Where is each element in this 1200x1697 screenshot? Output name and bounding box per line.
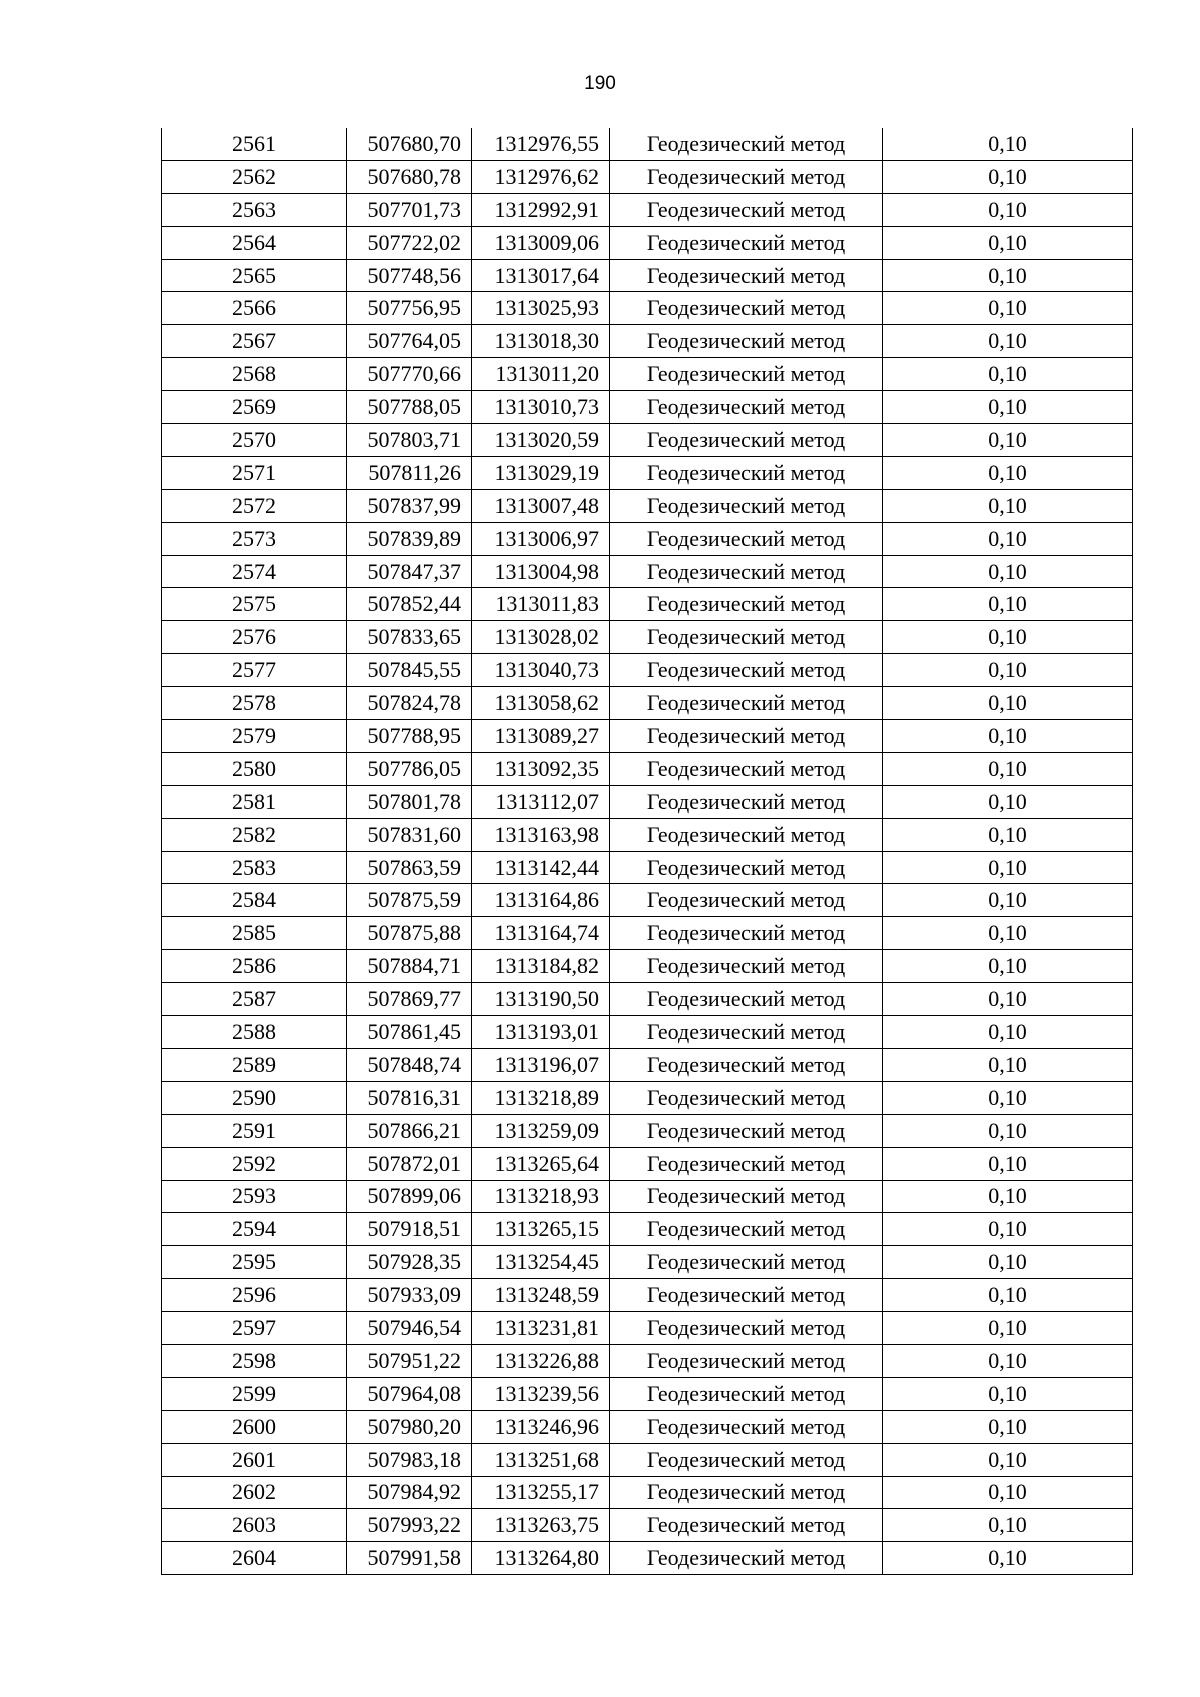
accuracy-cell: 0,10 (883, 292, 1133, 325)
method-cell: Геодезический метод (610, 489, 883, 522)
accuracy-cell: 0,10 (883, 1048, 1133, 1081)
x-coordinate-cell: 507875,59 (347, 884, 472, 917)
table-row (162, 522, 1133, 555)
method-cell: Геодезический метод (610, 1213, 883, 1246)
x-coordinate-cell: 507993,22 (347, 1509, 472, 1542)
y-coordinate-cell: 1313265,64 (472, 1147, 610, 1180)
table-row (162, 1213, 1133, 1246)
x-coordinate-cell: 507848,74 (347, 1048, 472, 1081)
x-coordinate-cell: 507928,35 (347, 1246, 472, 1279)
method-cell: Геодезический метод (610, 391, 883, 424)
table-row (162, 1542, 1133, 1575)
point-number-cell: 2595 (162, 1246, 347, 1279)
point-number-cell: 2591 (162, 1114, 347, 1147)
method-cell: Геодезический метод (610, 1312, 883, 1345)
accuracy-cell: 0,10 (883, 358, 1133, 391)
point-number-cell: 2587 (162, 983, 347, 1016)
x-coordinate-cell: 507984,92 (347, 1476, 472, 1509)
x-coordinate-cell: 507801,78 (347, 785, 472, 818)
x-coordinate-cell: 507875,88 (347, 917, 472, 950)
accuracy-cell: 0,10 (883, 752, 1133, 785)
method-cell: Геодезический метод (610, 621, 883, 654)
accuracy-cell: 0,10 (883, 588, 1133, 621)
accuracy-cell: 0,10 (883, 193, 1133, 226)
y-coordinate-cell: 1312976,62 (472, 160, 610, 193)
method-cell: Геодезический метод (610, 193, 883, 226)
point-number-cell: 2594 (162, 1213, 347, 1246)
table-row (162, 555, 1133, 588)
method-cell: Геодезический метод (610, 424, 883, 457)
accuracy-cell: 0,10 (883, 424, 1133, 457)
table-row (162, 851, 1133, 884)
method-cell: Геодезический метод (610, 1476, 883, 1509)
y-coordinate-cell: 1313007,48 (472, 489, 610, 522)
method-cell: Геодезический метод (610, 1048, 883, 1081)
table-row (162, 950, 1133, 983)
accuracy-cell: 0,10 (883, 128, 1133, 160)
y-coordinate-cell: 1313011,20 (472, 358, 610, 391)
accuracy-cell: 0,10 (883, 1213, 1133, 1246)
method-cell: Геодезический метод (610, 1114, 883, 1147)
point-number-cell: 2567 (162, 325, 347, 358)
method-cell: Геодезический метод (610, 687, 883, 720)
table-row (162, 1147, 1133, 1180)
method-cell: Геодезический метод (610, 720, 883, 753)
y-coordinate-cell: 1313164,74 (472, 917, 610, 950)
y-coordinate-cell: 1313040,73 (472, 654, 610, 687)
method-cell: Геодезический метод (610, 1016, 883, 1049)
method-cell: Геодезический метод (610, 1246, 883, 1279)
x-coordinate-cell: 507770,66 (347, 358, 472, 391)
table-row (162, 128, 1133, 160)
accuracy-cell: 0,10 (883, 1114, 1133, 1147)
accuracy-cell: 0,10 (883, 1147, 1133, 1180)
table-row (162, 358, 1133, 391)
table-row (162, 292, 1133, 325)
y-coordinate-cell: 1313196,07 (472, 1048, 610, 1081)
accuracy-cell: 0,10 (883, 522, 1133, 555)
x-coordinate-cell: 507803,71 (347, 424, 472, 457)
point-number-cell: 2584 (162, 884, 347, 917)
method-cell: Геодезический метод (610, 884, 883, 917)
method-cell: Геодезический метод (610, 128, 883, 160)
point-number-cell: 2582 (162, 818, 347, 851)
x-coordinate-cell: 507748,56 (347, 259, 472, 292)
table-row (162, 1180, 1133, 1213)
table-row (162, 1016, 1133, 1049)
accuracy-cell: 0,10 (883, 654, 1133, 687)
y-coordinate-cell: 1313259,09 (472, 1114, 610, 1147)
y-coordinate-cell: 1313058,62 (472, 687, 610, 720)
table-row (162, 1114, 1133, 1147)
x-coordinate-cell: 507756,95 (347, 292, 472, 325)
x-coordinate-cell: 507946,54 (347, 1312, 472, 1345)
table-row (162, 654, 1133, 687)
method-cell: Геодезический метод (610, 1279, 883, 1312)
point-number-cell: 2592 (162, 1147, 347, 1180)
point-number-cell: 2569 (162, 391, 347, 424)
table-row (162, 818, 1133, 851)
y-coordinate-cell: 1313092,35 (472, 752, 610, 785)
method-cell: Геодезический метод (610, 226, 883, 259)
accuracy-cell: 0,10 (883, 785, 1133, 818)
y-coordinate-cell: 1313025,93 (472, 292, 610, 325)
x-coordinate-cell: 507951,22 (347, 1344, 472, 1377)
x-coordinate-cell: 507680,78 (347, 160, 472, 193)
accuracy-cell: 0,10 (883, 325, 1133, 358)
point-number-cell: 2604 (162, 1542, 347, 1575)
y-coordinate-cell: 1313184,82 (472, 950, 610, 983)
y-coordinate-cell: 1313006,97 (472, 522, 610, 555)
accuracy-cell: 0,10 (883, 555, 1133, 588)
x-coordinate-cell: 507816,31 (347, 1081, 472, 1114)
point-number-cell: 2579 (162, 720, 347, 753)
x-coordinate-cell: 507833,65 (347, 621, 472, 654)
point-number-cell: 2571 (162, 456, 347, 489)
accuracy-cell: 0,10 (883, 226, 1133, 259)
table-row (162, 193, 1133, 226)
y-coordinate-cell: 1313248,59 (472, 1279, 610, 1312)
y-coordinate-cell: 1313004,98 (472, 555, 610, 588)
x-coordinate-cell: 507786,05 (347, 752, 472, 785)
table-row (162, 1246, 1133, 1279)
method-cell: Геодезический метод (610, 1509, 883, 1542)
x-coordinate-cell: 507722,02 (347, 226, 472, 259)
table-row (162, 424, 1133, 457)
method-cell: Геодезический метод (610, 588, 883, 621)
y-coordinate-cell: 1313163,98 (472, 818, 610, 851)
y-coordinate-cell: 1313251,68 (472, 1443, 610, 1476)
x-coordinate-cell: 507980,20 (347, 1410, 472, 1443)
y-coordinate-cell: 1313010,73 (472, 391, 610, 424)
table-row (162, 785, 1133, 818)
x-coordinate-cell: 507869,77 (347, 983, 472, 1016)
accuracy-cell: 0,10 (883, 1246, 1133, 1279)
point-number-cell: 2574 (162, 555, 347, 588)
y-coordinate-cell: 1313029,19 (472, 456, 610, 489)
x-coordinate-cell: 507866,21 (347, 1114, 472, 1147)
accuracy-cell: 0,10 (883, 1312, 1133, 1345)
x-coordinate-cell: 507845,55 (347, 654, 472, 687)
y-coordinate-cell: 1313164,86 (472, 884, 610, 917)
method-cell: Геодезический метод (610, 654, 883, 687)
coordinates-table (161, 128, 1133, 1575)
y-coordinate-cell: 1313089,27 (472, 720, 610, 753)
point-number-cell: 2576 (162, 621, 347, 654)
point-number-cell: 2581 (162, 785, 347, 818)
point-number-cell: 2566 (162, 292, 347, 325)
x-coordinate-cell: 507861,45 (347, 1016, 472, 1049)
table-row (162, 1081, 1133, 1114)
point-number-cell: 2568 (162, 358, 347, 391)
x-coordinate-cell: 507831,60 (347, 818, 472, 851)
table-row (162, 1509, 1133, 1542)
method-cell: Геодезический метод (610, 358, 883, 391)
method-cell: Геодезический метод (610, 1344, 883, 1377)
method-cell: Геодезический метод (610, 1081, 883, 1114)
method-cell: Геодезический метод (610, 1147, 883, 1180)
page-number: 190 (584, 73, 616, 94)
accuracy-cell: 0,10 (883, 1476, 1133, 1509)
y-coordinate-cell: 1313246,96 (472, 1410, 610, 1443)
method-cell: Геодезический метод (610, 785, 883, 818)
method-cell: Геодезический метод (610, 983, 883, 1016)
accuracy-cell: 0,10 (883, 160, 1133, 193)
point-number-cell: 2583 (162, 851, 347, 884)
accuracy-cell: 0,10 (883, 884, 1133, 917)
method-cell: Геодезический метод (610, 1410, 883, 1443)
y-coordinate-cell: 1313018,30 (472, 325, 610, 358)
method-cell: Геодезический метод (610, 325, 883, 358)
point-number-cell: 2575 (162, 588, 347, 621)
table-row (162, 160, 1133, 193)
coordinates-table-body (162, 128, 1133, 1575)
y-coordinate-cell: 1313142,44 (472, 851, 610, 884)
y-coordinate-cell: 1313218,93 (472, 1180, 610, 1213)
y-coordinate-cell: 1313265,15 (472, 1213, 610, 1246)
method-cell: Геодезический метод (610, 818, 883, 851)
x-coordinate-cell: 507847,37 (347, 555, 472, 588)
x-coordinate-cell: 507680,70 (347, 128, 472, 160)
table-row (162, 752, 1133, 785)
method-cell: Геодезический метод (610, 950, 883, 983)
x-coordinate-cell: 507872,01 (347, 1147, 472, 1180)
table-row (162, 456, 1133, 489)
point-number-cell: 2563 (162, 193, 347, 226)
point-number-cell: 2590 (162, 1081, 347, 1114)
table-row (162, 1344, 1133, 1377)
y-coordinate-cell: 1313218,89 (472, 1081, 610, 1114)
accuracy-cell: 0,10 (883, 983, 1133, 1016)
y-coordinate-cell: 1313009,06 (472, 226, 610, 259)
accuracy-cell: 0,10 (883, 1410, 1133, 1443)
point-number-cell: 2562 (162, 160, 347, 193)
x-coordinate-cell: 507788,95 (347, 720, 472, 753)
table-row (162, 259, 1133, 292)
point-number-cell: 2564 (162, 226, 347, 259)
x-coordinate-cell: 507884,71 (347, 950, 472, 983)
x-coordinate-cell: 507837,99 (347, 489, 472, 522)
table-row (162, 1279, 1133, 1312)
x-coordinate-cell: 507933,09 (347, 1279, 472, 1312)
table-row (162, 1312, 1133, 1345)
y-coordinate-cell: 1313112,07 (472, 785, 610, 818)
x-coordinate-cell: 507824,78 (347, 687, 472, 720)
table-row (162, 884, 1133, 917)
accuracy-cell: 0,10 (883, 1016, 1133, 1049)
x-coordinate-cell: 507991,58 (347, 1542, 472, 1575)
x-coordinate-cell: 507701,73 (347, 193, 472, 226)
x-coordinate-cell: 507764,05 (347, 325, 472, 358)
point-number-cell: 2561 (162, 128, 347, 160)
y-coordinate-cell: 1313239,56 (472, 1377, 610, 1410)
table-row (162, 1377, 1133, 1410)
accuracy-cell: 0,10 (883, 818, 1133, 851)
method-cell: Геодезический метод (610, 1542, 883, 1575)
y-coordinate-cell: 1313254,45 (472, 1246, 610, 1279)
point-number-cell: 2570 (162, 424, 347, 457)
point-number-cell: 2577 (162, 654, 347, 687)
accuracy-cell: 0,10 (883, 456, 1133, 489)
x-coordinate-cell: 507918,51 (347, 1213, 472, 1246)
method-cell: Геодезический метод (610, 1377, 883, 1410)
method-cell: Геодезический метод (610, 917, 883, 950)
method-cell: Геодезический метод (610, 851, 883, 884)
table-row (162, 720, 1133, 753)
accuracy-cell: 0,10 (883, 1443, 1133, 1476)
x-coordinate-cell: 507788,05 (347, 391, 472, 424)
y-coordinate-cell: 1313020,59 (472, 424, 610, 457)
point-number-cell: 2602 (162, 1476, 347, 1509)
y-coordinate-cell: 1313264,80 (472, 1542, 610, 1575)
method-cell: Геодезический метод (610, 522, 883, 555)
point-number-cell: 2593 (162, 1180, 347, 1213)
point-number-cell: 2586 (162, 950, 347, 983)
accuracy-cell: 0,10 (883, 1542, 1133, 1575)
table-row (162, 917, 1133, 950)
y-coordinate-cell: 1313028,02 (472, 621, 610, 654)
method-cell: Геодезический метод (610, 160, 883, 193)
accuracy-cell: 0,10 (883, 851, 1133, 884)
y-coordinate-cell: 1313190,50 (472, 983, 610, 1016)
accuracy-cell: 0,10 (883, 687, 1133, 720)
accuracy-cell: 0,10 (883, 391, 1133, 424)
table-row (162, 489, 1133, 522)
table-row (162, 226, 1133, 259)
accuracy-cell: 0,10 (883, 1180, 1133, 1213)
point-number-cell: 2589 (162, 1048, 347, 1081)
accuracy-cell: 0,10 (883, 720, 1133, 753)
x-coordinate-cell: 507839,89 (347, 522, 472, 555)
accuracy-cell: 0,10 (883, 259, 1133, 292)
point-number-cell: 2578 (162, 687, 347, 720)
x-coordinate-cell: 507899,06 (347, 1180, 472, 1213)
method-cell: Геодезический метод (610, 259, 883, 292)
point-number-cell: 2573 (162, 522, 347, 555)
point-number-cell: 2585 (162, 917, 347, 950)
table-row (162, 621, 1133, 654)
table-row (162, 687, 1133, 720)
accuracy-cell: 0,10 (883, 917, 1133, 950)
method-cell: Геодезический метод (610, 1443, 883, 1476)
point-number-cell: 2601 (162, 1443, 347, 1476)
y-coordinate-cell: 1313011,83 (472, 588, 610, 621)
point-number-cell: 2603 (162, 1509, 347, 1542)
method-cell: Геодезический метод (610, 456, 883, 489)
y-coordinate-cell: 1312976,55 (472, 128, 610, 160)
y-coordinate-cell: 1312992,91 (472, 193, 610, 226)
table-row (162, 1048, 1133, 1081)
accuracy-cell: 0,10 (883, 621, 1133, 654)
method-cell: Геодезический метод (610, 752, 883, 785)
y-coordinate-cell: 1313017,64 (472, 259, 610, 292)
y-coordinate-cell: 1313255,17 (472, 1476, 610, 1509)
y-coordinate-cell: 1313263,75 (472, 1509, 610, 1542)
table-row (162, 983, 1133, 1016)
accuracy-cell: 0,10 (883, 1344, 1133, 1377)
table-row (162, 391, 1133, 424)
x-coordinate-cell: 507964,08 (347, 1377, 472, 1410)
point-number-cell: 2565 (162, 259, 347, 292)
table-row (162, 1476, 1133, 1509)
point-number-cell: 2588 (162, 1016, 347, 1049)
table-row (162, 588, 1133, 621)
x-coordinate-cell: 507852,44 (347, 588, 472, 621)
point-number-cell: 2597 (162, 1312, 347, 1345)
table-row (162, 325, 1133, 358)
method-cell: Геодезический метод (610, 555, 883, 588)
y-coordinate-cell: 1313193,01 (472, 1016, 610, 1049)
table-row (162, 1410, 1133, 1443)
table-row (162, 1443, 1133, 1476)
accuracy-cell: 0,10 (883, 1081, 1133, 1114)
x-coordinate-cell: 507811,26 (347, 456, 472, 489)
x-coordinate-cell: 507863,59 (347, 851, 472, 884)
point-number-cell: 2599 (162, 1377, 347, 1410)
y-coordinate-cell: 1313231,81 (472, 1312, 610, 1345)
method-cell: Геодезический метод (610, 292, 883, 325)
x-coordinate-cell: 507983,18 (347, 1443, 472, 1476)
point-number-cell: 2600 (162, 1410, 347, 1443)
method-cell: Геодезический метод (610, 1180, 883, 1213)
point-number-cell: 2596 (162, 1279, 347, 1312)
accuracy-cell: 0,10 (883, 950, 1133, 983)
y-coordinate-cell: 1313226,88 (472, 1344, 610, 1377)
accuracy-cell: 0,10 (883, 1279, 1133, 1312)
point-number-cell: 2598 (162, 1344, 347, 1377)
point-number-cell: 2572 (162, 489, 347, 522)
accuracy-cell: 0,10 (883, 489, 1133, 522)
accuracy-cell: 0,10 (883, 1377, 1133, 1410)
point-number-cell: 2580 (162, 752, 347, 785)
accuracy-cell: 0,10 (883, 1509, 1133, 1542)
